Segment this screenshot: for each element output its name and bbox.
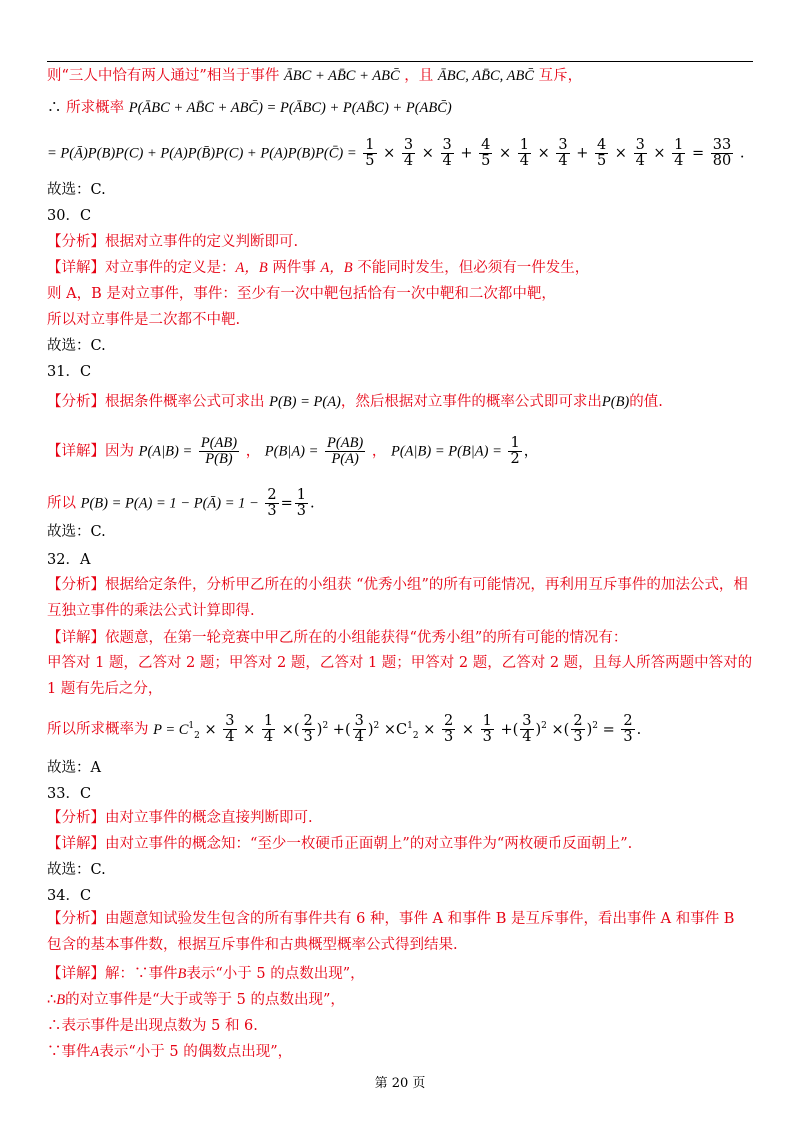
detail-line	[47, 258, 753, 278]
text-span: 根据给定条件，分析甲乙所在的小组获 “优秀小组”的所有可能情况，再利用互斥事件的加法公式，相互独立事件的乘法公式计算即得.	[47, 577, 748, 619]
denominator: 80	[712, 153, 732, 169]
numerator: 1	[365, 137, 375, 153]
page-number: 第 20 页	[374, 1076, 426, 1091]
analysis-tag: 【分析】	[47, 577, 105, 593]
operator: +	[500, 721, 513, 738]
superscript: 2	[541, 720, 547, 731]
text-span: ∵事件	[47, 1044, 91, 1060]
numerator: 1	[296, 487, 307, 503]
analysis-line	[47, 572, 753, 624]
text-line	[47, 488, 753, 519]
denominator: 5	[596, 153, 607, 169]
text-span: ，	[245, 443, 261, 460]
question-number: 33．C	[47, 786, 92, 802]
text-span: 解：∵事件	[105, 966, 178, 982]
analysis-line	[47, 232, 753, 252]
detail-line	[47, 834, 753, 854]
denominator: 4	[442, 153, 452, 169]
detail-tag: 【详解】	[47, 260, 105, 276]
operator: ×	[243, 721, 256, 738]
denominator: 4	[635, 153, 645, 169]
math-line	[47, 138, 753, 169]
math-expression: = P(Ā)P(B)P(C) + P(A)P(B̄)P(C) + P(A)P(B)P(C̄) =	[47, 145, 357, 162]
numerator: 2	[303, 713, 313, 729]
text-line: ∴表示事件是出现点数为 5 和 6.	[47, 1018, 258, 1034]
detail-tag: 【详解】	[47, 966, 105, 982]
denominator: P(A)	[331, 451, 359, 467]
analysis-tag: 【分析】	[47, 911, 105, 927]
denominator: 3	[267, 503, 277, 519]
denominator: 3	[623, 729, 633, 745]
math-expression: P(A|B) = P(B|A) =	[390, 443, 502, 460]
text-span: 对立事件的定义是：	[105, 260, 236, 276]
text-line	[47, 1042, 753, 1062]
detail-tag: 【详解】	[47, 630, 105, 646]
operator: ×	[423, 721, 436, 738]
denominator: 3	[303, 729, 313, 745]
text-span: 的对立事件是“大于或等于 5 的点数出现”，	[65, 992, 345, 1008]
analysis-tag: 【分析】	[47, 234, 105, 250]
fraction	[262, 714, 275, 745]
fraction	[402, 138, 415, 169]
denominator: 4	[522, 729, 532, 745]
operator: ×	[551, 721, 564, 738]
operator: ×	[498, 145, 512, 162]
numerator: 3	[225, 713, 235, 729]
math-expression: P(B) = P(A)	[269, 394, 341, 410]
text-span: 所以	[47, 495, 76, 512]
fraction	[479, 138, 492, 169]
question-number: 31．C	[47, 364, 92, 380]
math-expression: ĀBC + AB̄C + ABC̄	[283, 68, 400, 84]
numerator: 2	[267, 487, 277, 503]
text-span: 由对立事件的概念知：“至少一枚硬币正面朝上”的对立事件为“两枚硬币反面朝上”.	[105, 836, 633, 852]
numerator: 33	[712, 137, 732, 153]
fraction	[518, 138, 531, 169]
denominator: 3	[443, 729, 454, 745]
text-line: 则 A，B 是对立事件，事件：至少有一次中靶包括恰有一次中靶和二次都中靶，	[47, 286, 556, 302]
detail-line	[47, 964, 753, 984]
analysis-line	[47, 906, 753, 958]
fraction	[711, 138, 733, 169]
operator: ×	[653, 145, 666, 162]
fraction	[520, 714, 533, 745]
denominator: 5	[481, 153, 491, 169]
operator: ×	[281, 721, 294, 738]
text-span: 表示“小于 5 的点数出现”，	[186, 966, 365, 982]
fraction	[223, 714, 236, 745]
numerator: 3	[558, 137, 568, 153]
math-expression: P(ĀBC + AB̄C + ABC̄) = P(ĀBC) + P(AB̄C) + P(ABC̄)	[128, 100, 452, 116]
text-span: 所求概率	[66, 100, 125, 116]
operator: ×	[461, 721, 474, 738]
numerator: 1	[482, 713, 492, 729]
answer-line: 故选：C.	[47, 862, 106, 878]
math-expression: P(B) = P(A) = 1 − P(Ā) = 1 −	[80, 495, 259, 512]
fraction	[441, 138, 454, 169]
denominator: 4	[558, 153, 568, 169]
operator: +	[460, 145, 473, 162]
analysis-tag: 【分析】	[47, 810, 105, 826]
numerator: 4	[481, 137, 491, 153]
operator: ×	[537, 145, 550, 162]
text-span: 依题意，在第一轮竞赛中甲乙所在的小组能获得“优秀小组”的所有可能的情况有：	[105, 630, 628, 646]
fraction	[634, 138, 647, 169]
fraction	[481, 714, 494, 745]
numerator: 2	[623, 713, 633, 729]
denominator: 2	[510, 451, 520, 467]
fraction	[295, 488, 308, 519]
answer-line: 故选：A	[47, 760, 101, 776]
denominator: 3	[573, 729, 583, 745]
denominator: 4	[403, 153, 414, 169]
text-span: ∴	[47, 992, 57, 1008]
numerator: 3	[522, 713, 532, 729]
analysis-line	[47, 392, 753, 412]
numerator: 3	[354, 713, 364, 729]
numerator: 1	[674, 137, 684, 153]
answer-line: 故选：C.	[47, 338, 106, 354]
text-line	[47, 98, 753, 118]
superscript: 1	[407, 720, 413, 731]
text-span: 根据条件概率公式可求出	[105, 394, 265, 410]
operator: ×	[614, 145, 627, 162]
question-number: 30．C	[47, 208, 92, 224]
numerator: 3	[442, 137, 452, 153]
detail-line	[47, 628, 753, 648]
numerator: 2	[573, 713, 583, 729]
text-span: 两件事	[267, 260, 321, 276]
numerator: P(AB)	[200, 435, 238, 451]
denominator: 3	[296, 503, 307, 519]
answer-line: 故选：C.	[47, 524, 106, 540]
fraction	[595, 138, 608, 169]
math-expression: P(A|B) =	[138, 443, 193, 460]
denominator: 4	[519, 153, 529, 169]
fraction	[508, 436, 521, 467]
math-expression: A，B	[235, 260, 268, 276]
detail-tag: 【详解】	[47, 836, 105, 852]
superscript: 2	[322, 720, 329, 731]
subscript: 2	[194, 730, 200, 741]
text-span: 根据对立事件的定义判断即可.	[105, 234, 299, 250]
header-rule	[47, 61, 753, 62]
therefore-symbol: ∴	[47, 100, 62, 116]
operator: .	[310, 495, 315, 512]
text-span: 表示“小于 5 的偶数点出现”，	[99, 1044, 293, 1060]
detail-tag: 【详解】	[47, 443, 105, 460]
math-expression: B	[56, 992, 66, 1008]
operator: ×	[421, 145, 434, 162]
math-expression: C	[396, 721, 408, 738]
math-expression: A	[90, 1044, 100, 1060]
denominator: 3	[482, 729, 492, 745]
math-expression: ĀBC, AB̄C, ABC̄	[437, 68, 534, 84]
numerator: 4	[596, 137, 607, 153]
fraction	[199, 436, 239, 467]
question-number: 34．C	[47, 888, 92, 904]
text-span: 所以所求概率为	[47, 721, 149, 738]
operator: ×	[383, 145, 396, 162]
superscript: 2	[592, 720, 598, 731]
numerator: 3	[635, 137, 645, 153]
operator: +	[332, 721, 345, 738]
operator: .	[636, 721, 642, 738]
math-expression: B	[177, 966, 187, 982]
fraction	[556, 138, 569, 169]
fraction	[621, 714, 634, 745]
denominator: P(B)	[205, 451, 233, 467]
text-span: ，然后根据对立事件的概率公式即可求出	[340, 394, 602, 410]
operator: =	[602, 721, 615, 738]
operator: ×	[204, 721, 217, 738]
numerator: 1	[519, 137, 529, 153]
analysis-line	[47, 808, 753, 828]
subscript: 2	[412, 730, 419, 741]
text-span: ，	[371, 443, 387, 460]
superscript: 1	[188, 720, 195, 731]
operator: ×	[383, 721, 397, 738]
text-span: 互斥，	[538, 68, 583, 84]
text-span: 因为	[105, 443, 134, 460]
numerator: 2	[443, 713, 454, 729]
text-line	[47, 66, 753, 86]
math-expression: $P = C^1_2$ × $\frac{3}{4}$ × $\frac{1}{4}$ ×( $\frac{2}{3}$ )$^2$ +( $\frac{3}{4}$ )$^2 \times C^1_2$ × $\frac{2}{3}$ × $\frac{1}{3}$ +( $\frac{3}{4}$ )$^2$ ×( $\frac{2}{3}$ )$^2$ = $\frac{2}{3}$ .	[153, 713, 642, 745]
numerator: P(AB)	[327, 435, 364, 451]
text-line: 甲答对 1 题，乙答对 2 题；甲答对 2 题，乙答对 1 题；甲答对 2 题，乙答对 2 题，且每人所答两题中答对的 1 题有先后之分，	[47, 655, 753, 697]
math-expression: A，B	[320, 260, 353, 276]
denominator: 4	[674, 153, 684, 169]
operator: =	[692, 145, 705, 162]
answer-line: 故选：C.	[47, 182, 106, 198]
denominator: 4	[263, 729, 274, 745]
operator: +	[576, 145, 589, 162]
text-line: 所以对立事件是二次都不中靶.	[47, 312, 241, 328]
math-expression: P = C	[153, 721, 189, 738]
text-span: 则“三人中恰有两人通过”相当于事件	[47, 68, 280, 84]
denominator: 4	[354, 729, 364, 745]
fraction	[571, 714, 584, 745]
operator: .	[739, 145, 745, 162]
text-span: ，	[523, 443, 539, 460]
analysis-tag: 【分析】	[47, 394, 105, 410]
text-span: 的值.	[629, 394, 663, 410]
denominator: 4	[225, 729, 235, 745]
text-line	[47, 990, 753, 1010]
fraction	[353, 714, 366, 745]
text-line	[47, 714, 753, 745]
text-span: 不能同时发生，但必须有一件发生，	[352, 260, 590, 276]
question-number: 32．A	[47, 552, 91, 568]
superscript: 2	[373, 720, 380, 731]
text-span: 由题意知试验发生包含的所有事件共有 6 种，事件 A 和事件 B 是互斥事件，看出事件 A 和事件 B 包含的基本事件数，根据互斥事件和古典概型概率公式得到结果.	[47, 911, 735, 953]
numerator: 1	[263, 713, 274, 729]
text-span: ，且	[404, 68, 434, 84]
numerator: 1	[510, 435, 520, 451]
math-expression: P(B|A) =	[264, 443, 319, 460]
detail-line	[47, 436, 753, 467]
fraction	[363, 138, 376, 169]
numerator: 3	[403, 137, 414, 153]
fraction	[325, 436, 365, 467]
denominator: 5	[365, 153, 375, 169]
math-expression: P(B)	[601, 394, 630, 410]
operator: =	[280, 495, 293, 512]
fraction	[442, 714, 455, 745]
fraction	[265, 488, 278, 519]
fraction	[672, 138, 685, 169]
text-span: 由对立事件的概念直接判断即可.	[105, 810, 313, 826]
fraction	[302, 714, 315, 745]
